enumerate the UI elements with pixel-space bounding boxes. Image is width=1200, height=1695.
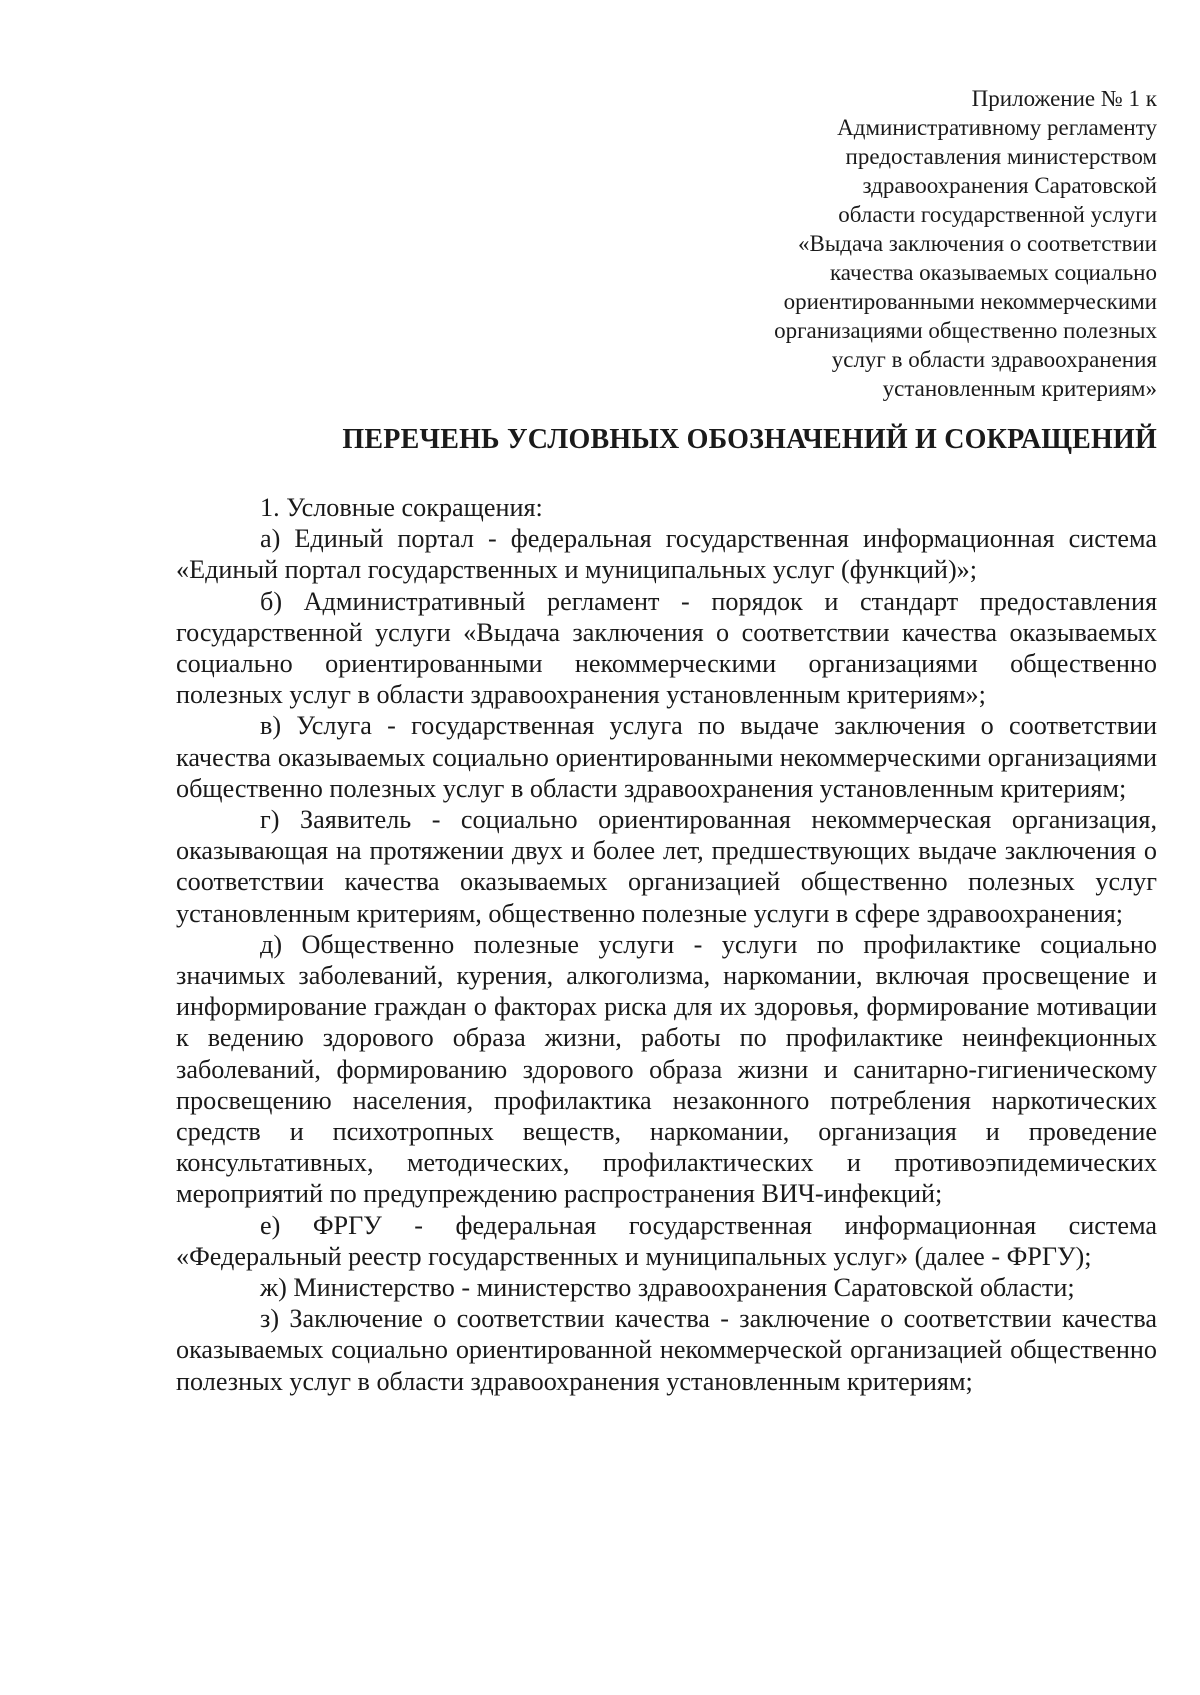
document-body xyxy=(176,492,1157,1397)
definition-item-zh: ж) Министерство - министерство здравоохранения Саратовской области; xyxy=(260,1273,1075,1303)
section-heading: 1. Условные сокращения: xyxy=(260,493,543,522)
appendix-line: качества оказываемых социально xyxy=(829,260,1157,285)
appendix-line: здравоохранения Саратовской xyxy=(862,173,1157,198)
appendix-line: предоставления министерством xyxy=(845,144,1157,169)
appendix-line: ориентированными некоммерческими xyxy=(783,289,1157,314)
definition-item-d: д) Общественно полезные услуги - услуги по профилактике социально значимых заболеваний, курения, алкоголизма, наркомании, включая просвещение и информирование граждан о факторах риска для их здоровья, формирование мотивации к ведению здорового образа жизни, работы по профилактике неинфекционных заболеваний, формированию здорового образа жизни и санитарно-гигиеническому просвещению населения, профилактика незаконного потребления наркотических средств и психотропных веществ, наркомании, организация и проведение консультативных, методических, профилактических и противоэпидемических мероприятий по предупреждению распространения ВИЧ-инфекций; xyxy=(176,929,1157,1209)
appendix-line: Административному регламенту xyxy=(837,115,1157,140)
definition-item-v: в) Услуга - государственная услуга по выдаче заключения о соответствии качества оказываемых социально ориентированными некоммерческими организациями общественно полезных услуг в области здравоохранения установленным критериям; xyxy=(176,711,1157,803)
appendix-line: Приложение № 1 к xyxy=(971,86,1157,111)
appendix-line: организациями общественно полезных xyxy=(774,318,1157,343)
definition-item-b: б) Административный регламент - порядок и стандарт предоставления государственной услуги «Выдача заключения о соответствии качества оказываемых социально ориентированными некоммерческими организациями общественно полезных услуг в области здравоохранения установленным критериям»; xyxy=(176,586,1157,710)
appendix-line: установленным критериям» xyxy=(882,376,1157,401)
appendix-line: услуг в области здравоохранения xyxy=(831,347,1157,372)
definition-item-e: е) ФРГУ - федеральная государственная информационная система «Федеральный реестр государственных и муниципальных услуг» (далее - ФРГУ); xyxy=(176,1210,1157,1271)
definition-item-z: з) Заключение о соответствии качества - заключение о соответствии качества оказываемых социально ориентированной некоммерческой организацией общественно полезных услуг в области здравоохранения установленным критериям; xyxy=(176,1304,1157,1396)
document-title: ПЕРЕЧЕНЬ УСЛОВНЫХ ОБОЗНАЧЕНИЙ И СОКРАЩЕНИЙ xyxy=(342,424,1157,455)
appendix-note xyxy=(597,84,1157,403)
definition-item-a: а) Единый портал - федеральная государственная информационная система «Единый портал государственных и муниципальных услуг (функций)»; xyxy=(176,524,1157,585)
appendix-line: «Выдача заключения о соответствии xyxy=(798,231,1157,256)
appendix-line: области государственной услуги xyxy=(838,202,1157,227)
definition-item-g: г) Заявитель - социально ориентированная некоммерческая организация, оказывающая на протяжении двух и более лет, предшествующих выдаче заключения о соответствии качества оказываемых организацией общественно полезных услуг установленным критериям, общественно полезные услуги в сфере здравоохранения; xyxy=(176,805,1157,928)
